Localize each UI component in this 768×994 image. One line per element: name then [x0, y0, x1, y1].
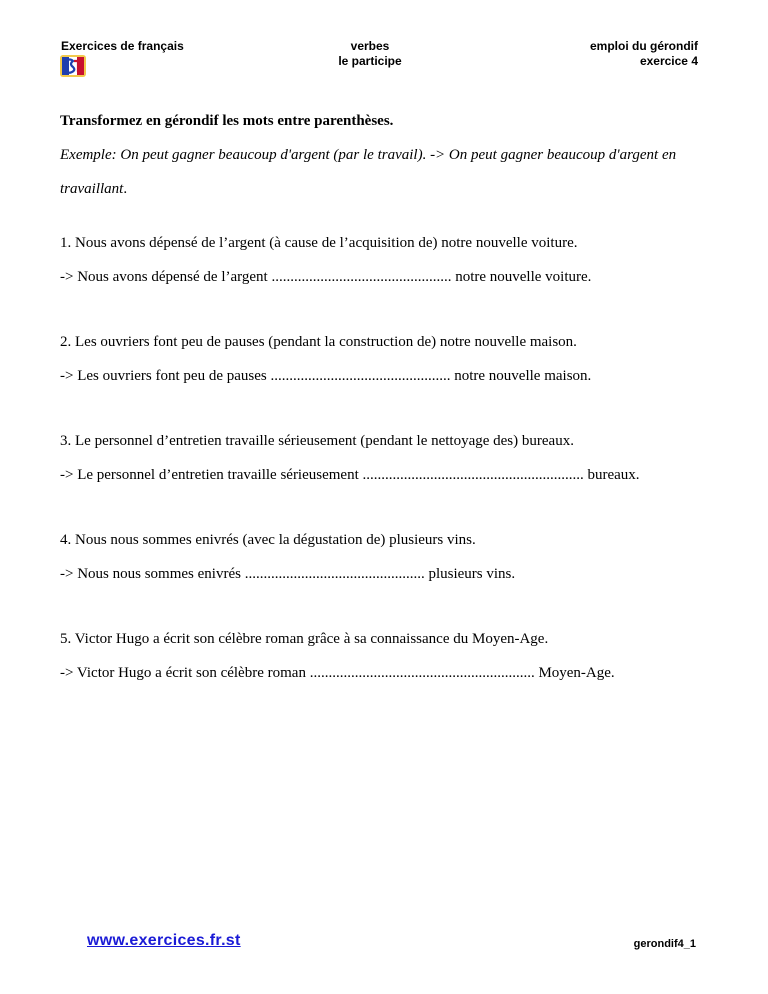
- exercise-2-answer: -> Les ouvriers font peu de pauses ................................................ notre nouvelle maison.: [60, 368, 592, 384]
- header-right: [590, 39, 698, 69]
- document-code: gerondif4_1: [633, 938, 696, 950]
- example-line-1: Exemple: On peut gagner beaucoup d'argent (par le travail). -> On peut gagner beaucoup d'argent en: [60, 147, 677, 163]
- example-answer-word: travaillant: [60, 181, 124, 197]
- header-center: [290, 39, 450, 69]
- header-left-title: Exercices de français: [61, 39, 184, 53]
- exercise-1-answer: -> Nous avons dépensé de l’argent ................................................ notre nouvelle voiture.: [60, 269, 592, 285]
- exercise-5-answer: -> Victor Hugo a écrit son célèbre roman ............................................................ Moyen-Age.: [60, 665, 615, 681]
- example-line-end: .: [123, 181, 128, 197]
- example-line-2: [60, 180, 127, 198]
- header-subcategory: le participe: [338, 54, 402, 68]
- exercise-4-question: 4. Nous nous sommes enivrés (avec la dégustation de) plusieurs vins.: [60, 532, 476, 548]
- exercise-2-question: 2. Les ouvriers font peu de pauses (pendant la construction de) notre nouvelle maison.: [60, 334, 577, 350]
- exercise-5-question: 5. Victor Hugo a écrit son célèbre roman grâce à sa connaissance du Moyen-Age.: [60, 631, 549, 647]
- exercise-1-question: 1. Nous avons dépensé de l’argent (à cause de l’acquisition de) notre nouvelle voiture.: [60, 235, 578, 251]
- exercise-3-question: 3. Le personnel d’entretien travaille sérieusement (pendant le nettoyage des) bureaux.: [60, 433, 574, 449]
- site-logo-icon: [60, 55, 86, 77]
- header-topic: emploi du gérondif: [590, 39, 698, 53]
- exercise-4-answer: -> Nous nous sommes enivrés ................................................ plusieurs vins.: [60, 566, 516, 582]
- header-exercise-number: exercice 4: [639, 54, 698, 68]
- header-category: verbes: [350, 39, 390, 53]
- website-link[interactable]: www.exercices.fr.st: [87, 932, 241, 949]
- exercise-3-answer: -> Le personnel d’entretien travaille sérieusement ........................................................... bureaux.: [60, 467, 640, 483]
- instructions-title: Transformez en gérondif les mots entre parenthèses.: [60, 113, 394, 129]
